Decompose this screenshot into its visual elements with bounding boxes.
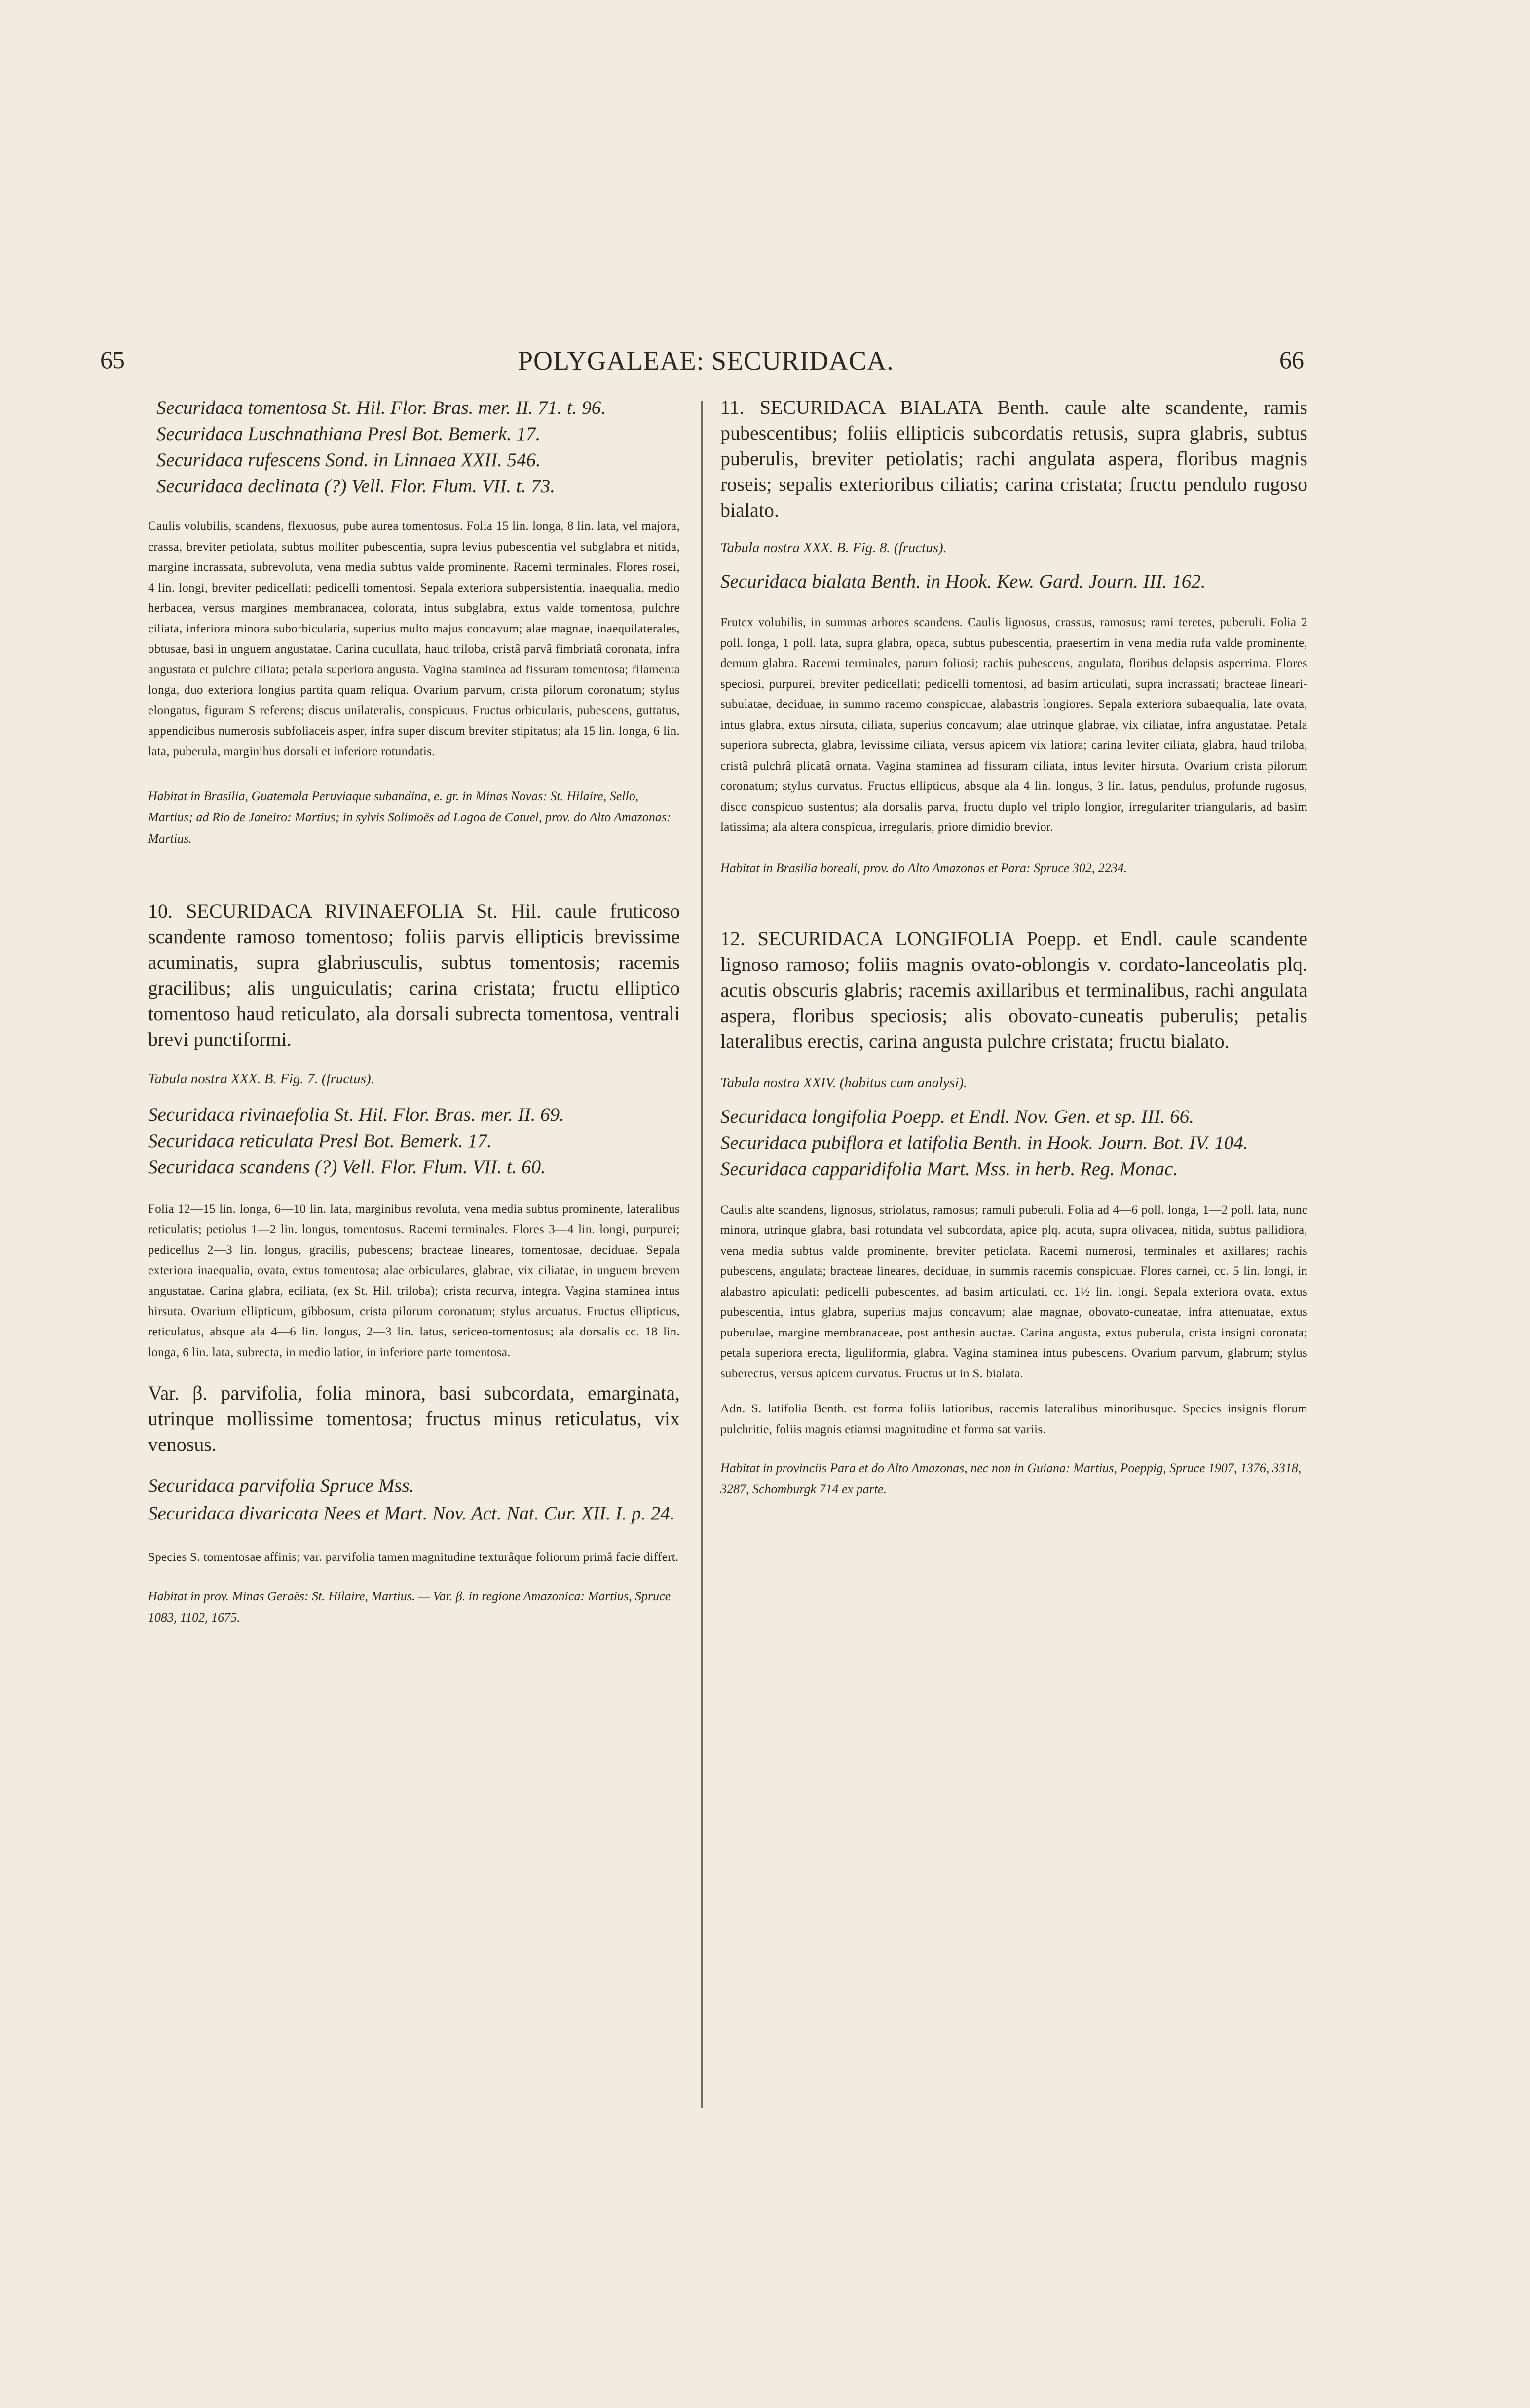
right-column xyxy=(720,395,1307,1500)
species-10-plate: Tabula nostra XXX. B. Fig. 7. (fructus). xyxy=(148,1071,374,1087)
synonym: Securidaca rivinaefolia St. Hil. Flor. Bras. mer. II. 69. xyxy=(148,1104,564,1125)
column-divider xyxy=(701,401,703,2108)
habitat: Habitat in Brasilia, Guatemala Peruviaque subandina, e. gr. in Minas Novas: St. Hilaire, Sello, Martius; ad Rio de Janeiro: Martius; in sylvis Solimoës ad Lagoa de Catuel, prov. do Alto Amazonas: Martius. xyxy=(148,789,671,846)
species-10 xyxy=(148,898,680,1628)
synonym: Securidaca scandens (?) Vell. Flor. Flum. VII. t. 60. xyxy=(148,1156,546,1178)
annotation: Adn. S. latifolia Benth. est forma foliis latioribus, racemis lateralibus minoribusque. Species insignis florum pulchritie, foliis magnis etiamsi magnitudine et forma sat variis. xyxy=(720,1402,1307,1436)
page-number-right: 66 xyxy=(1279,346,1304,373)
species-11-description: Frutex volubilis, in summas arbores scandens. Caulis lignosus, crassus, ramosus; rami teretes, puberuli. Folia 2 poll. longa, 1 poll. lata, supra glabra, opaca, subtus pubescentia, praesertim in vena media rufa valde prominente, demum glabra. Racemi terminales, parum foliosi; rachis pubescens, angulata, floribus delapsis asperrima. Flores speciosi, purpurei, breviter pedicellati; pedicelli tomentosi, ad basim articulati, supra incrassati; bracteae lineari-subulatae, deciduae, in summo racemo conspicuae, alabastris longiores. Sepala exteriora subaequalia, late ovata, intus glabra, extus hirsuta, ciliata, superius concavum; alae utrinque glabrae, vix ciliatae, infra angustatae. Petala superiora subrecta, glabra, levissime ciliata, versus apicem vix latiora; carina leviter ciliata, glabra, haud triloba, cristâ pulchrâ plicatâ ornata. Vagina staminea ad fissuram ciliata, intus leviter hirsuta. Ovarium crista pilorum coronatum; stylus curvatus. Fructus ellipticus, absque ala 4 lin. longus, 3 lin. latus, pendulus, profunde rugosus, disco conspicuo sustentus; ala dorsalis parva, fructu duplo vel triplo longior, irregulariter triangularis, ad basim latissima; ala altera conspicua, irregularis, priore dimidio brevior. xyxy=(720,616,1307,834)
species-12-description: Caulis alte scandens, lignosus, striolatus, ramosus; ramuli puberuli. Folia ad 4—6 poll. longa, 1—2 poll. lata, nunc minora, utrinque glabra, basi rotundata vel subcordata, apice plq. acuta, supra olivacea, nitida, subtus pallidiora, vena media subtus valde prominente, breviter petiolata. Racemi numerosi, terminales et axillares; rachis pubescens, angulata; bracteae lineares, deciduae, in summis racemis conspicuae. Flores carnei, cc. 5 lin. longi, in alabastro apiculati; pedicelli pubescentes, ad basim articulati, cc. 1½ lin. longi. Sepala exteriora ovata, extus pubescentia, intus glabra, superius majus concavum; alae magnae, obovato-cuneatae, infra attenuatae, extus puberulae, margine membranaceae, post anthesin auctae. Carina angusta, extus puberula, crista insigni coronata; petala superiora erecta, liguliformia, glabra. Vagina staminea intus pubescens. Ovarium parvum, glabrum; stylus suberectus, versus apicem curvatus. Fructus ut in S. bialata. xyxy=(720,1203,1307,1380)
species-11-title: 11. SECURIDACA BIALATA Benth. xyxy=(720,396,1049,418)
page-header xyxy=(0,345,1530,385)
species-note: Species S. tomentosae affinis; var. parvifolia tamen magnitudine texturâque foliorum primâ facie differt. xyxy=(148,1551,679,1564)
synonym: Securidaca declinata (?) Vell. Flor. Flum. VII. t. 73. xyxy=(156,476,555,497)
variety-text: Var. β. parvifolia, folia minora, basi subcordata, emarginata, utrinque mollissime tomentosa; fructus minus reticulatus, vix venosus. xyxy=(148,1382,680,1455)
synonym: Securidaca parvifolia Spruce Mss. xyxy=(148,1475,414,1496)
variety-synonyms xyxy=(148,1472,680,1527)
page-number-left: 65 xyxy=(100,346,125,373)
species-10-description: Folia 12—15 lin. longa, 6—10 lin. lata, marginibus revoluta, vena media subtus prominente, lateralibus reticulatis; petiolus 1—2 lin. longus, tomentosus. Racemi terminales. Flores 3—4 lin. longi, purpurei; pedicellus 2—3 lin. longus, gracilis, pubescens; bracteae lineares, tomentosae, deciduae. Sepala exteriora inaequalia, ovata, extus tomentosa; alae orbiculares, glabrae, vix ciliatae, in unguem brevem angustatae. Carina glabra, eciliata, (ex St. Hil. triloba); crista recurva, integra. Vagina staminea intus hirsuta. Ovarium ellipticum, gibbosum, crista pilorum coronatum; stylus arcuatus. Fructus ellipticus, reticulatus, absque ala 4—6 lin. longus, 2—3 lin. latus, sericeo-tomentosus; ala dorsalis cc. 18 lin. longa, 6 lin. lata, subrecta, in medio latior, in inferiore parte tomentosa. xyxy=(148,1202,680,1359)
left-column xyxy=(148,395,680,1628)
habitat: Habitat in prov. Minas Geraës: St. Hilaire, Martius. — Var. β. in regione Amazonica: Martius, Spruce 1083, 1102, 1675. xyxy=(148,1589,671,1625)
species-11 xyxy=(720,395,1307,879)
synonym: Securidaca divaricata Nees et Mart. Nov. Act. Nat. Cur. XII. I. p. 24. xyxy=(148,1503,675,1524)
habitat: Habitat in provinciis Para et do Alto Amazonas, nec non in Guiana: Martius, Poeppig, Spruce 1907, 1376, 3318, 3287, Schomburgk 714 ex parte. xyxy=(720,1461,1302,1496)
synonym: Securidaca Luschnathiana Presl Bot. Bemerk. 17. xyxy=(156,423,541,445)
species-12-diagnosis-text: caule scandente lignoso ramoso; foliis magnis ovato-oblongis v. cordato-lanceolatis plq. acutis obscuris glabris; racemis axillaribus et terminalibus, rachi angulata aspera, floribus speciosis; alis obovato-cuneatis puberulis; petalis lateralibus erectis, carina angusta pulchre cristata; fructu bialato. xyxy=(720,927,1307,1052)
species-11-diagnosis xyxy=(720,395,1307,523)
synonym: Securidaca capparidifolia Mart. Mss. in herb. Reg. Monac. xyxy=(720,1158,1178,1180)
synonym: Securidaca bialata Benth. in Hook. Kew. Gard. Journ. III. 162. xyxy=(720,571,1206,592)
habitat: Habitat in Brasilia boreali, prov. do Alto Amazonas et Para: Spruce 302, 2234. xyxy=(720,860,1127,875)
description: Caulis volubilis, scandens, flexuosus, pube aurea tomentosus. Folia 15 lin. longa, 8 lin. lata, vel majora, crassa, breviter petiolata, subtus molliter pubescentia, supra levius pubescentia vel subglabra et nitida, margine incrassata, subrevoluta, vena media subtus valde prominente. Racemi terminales. Flores rosei, 4 lin. longi, breviter pedicellati; pedicelli tomentosi. Sepala exteriora subpersistentia, inaequalia, medio herbacea, versus margines membranacea, colorata, intus subglabra, extus valde tomentosa, pulchre ciliata, inferiora minora suborbicularia, superius multo majus concavum; alae magnae, inaequilaterales, obtusae, basi in unguem angustatae. Carina cucullata, haud triloba, cristâ parvâ fimbriatâ coronata, infra angustata et pulchre ciliata; petala superiora angusta. Vagina staminea ad fissuram tomentosa; filamenta longa, duo exteriora longius partita quam reliqua. Ovarium parvum, crista pilorum coronatum; stylus elongatus, figuram S referens; discus unilateralis, conspicuus. Fructus orbicularis, pubescens, guttatus, appendicibus numerosis subfoliaceis asper, infra super discum breviter stipitatus; ala 15 lin. longa, 6 lin. lata, puberula, marginibus dorsali et inferiore rotundatis. xyxy=(148,519,680,758)
species-11-plate: Tabula nostra XXX. B. Fig. 8. (fructus). xyxy=(720,540,947,556)
species-10-diagnosis xyxy=(148,898,680,1052)
synonym: Securidaca longifolia Poepp. et Endl. Nov. Gen. et sp. III. 66. xyxy=(720,1106,1194,1127)
species-10-diagnosis-text: caule fruticoso scandente ramoso tomentoso; foliis parvis ellipticis brevissime acuminatis, supra glabriusculis, subtus tomentosis; racemis gracilibus; alis unguiculatis; carina cristata; fructu elliptico tomentoso haud reticulato, ala dorsali subrecta tomentosa, ventrali brevi punctiformi. xyxy=(148,900,680,1050)
synonym: Securidaca tomentosa St. Hil. Flor. Bras. mer. II. 71. t. 96. xyxy=(156,397,606,418)
species-12-synonyms xyxy=(720,1104,1307,1182)
species-12-diagnosis xyxy=(720,926,1307,1054)
synonym: Securidaca reticulata Presl Bot. Bemerk. 17. xyxy=(148,1130,492,1151)
running-title: POLYGALEAE: SECURIDACA. xyxy=(518,346,894,375)
synonym: Securidaca rufescens Sond. in Linnaea XXII. 546. xyxy=(156,449,541,471)
species-12-title: 12. SECURIDACA LONGIFOLIA Poepp. et Endl. xyxy=(720,927,1163,950)
species-10-title: 10. SECURIDACA RIVINAEFOLIA St. Hil. xyxy=(148,900,541,922)
synonym-list xyxy=(148,395,680,499)
species-12 xyxy=(720,926,1307,1500)
species-10-synonyms xyxy=(148,1102,680,1180)
synonym: Securidaca pubiflora et latifolia Benth. in Hook. Journ. Bot. IV. 104. xyxy=(720,1132,1248,1153)
species-12-plate: Tabula nostra XXIV. (habitus cum analysi). xyxy=(720,1074,968,1091)
species-11-diagnosis-text: caule alte scandente, ramis pubescentibus; foliis ellipticis subcordatis retusis, supra glabris, subtus puberulis, breviter petiolatis; rachi angulata aspera, floribus magnis roseis; sepalis exterioribus ciliatis; carina cristata; fructu pendulo rugoso bialato. xyxy=(720,396,1307,521)
